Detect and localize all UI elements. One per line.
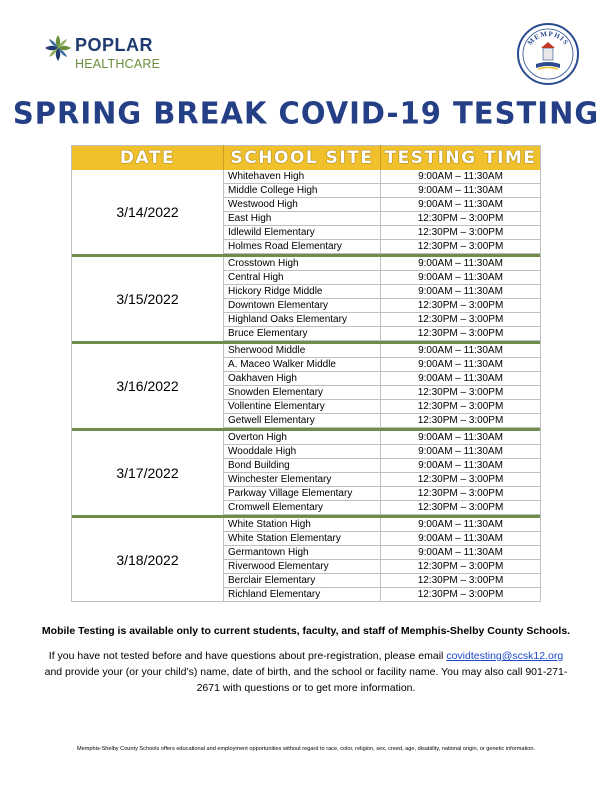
testing-time-cell: 9:00AM – 11:30AM xyxy=(381,532,541,546)
testing-time-cell: 9:00AM – 11:30AM xyxy=(381,459,541,473)
date-cell: 3/15/2022 xyxy=(72,257,224,341)
testing-time-cell: 12:30PM – 3:00PM xyxy=(381,212,541,226)
table-row xyxy=(72,431,541,445)
school-site-cell: Middle College High xyxy=(224,184,381,198)
poplar-leaf-icon xyxy=(44,34,72,62)
school-site-cell: White Station Elementary xyxy=(224,532,381,546)
testing-time-cell: 12:30PM – 3:00PM xyxy=(381,560,541,574)
testing-time-cell: 12:30PM – 3:00PM xyxy=(381,313,541,327)
info-text-after: and provide your (or your child’s) name, date of birth, and the school or facility name. You may also call 901-271-2671 with questions or to get more information. xyxy=(44,666,568,694)
table-header-row xyxy=(72,146,541,171)
school-site-cell: Riverwood Elementary xyxy=(224,560,381,574)
table-row xyxy=(72,344,541,358)
page-title: SPRING BREAK COVID-19 TESTING xyxy=(12,95,600,131)
testing-time-cell: 12:30PM – 3:00PM xyxy=(381,400,541,414)
testing-time-cell: 12:30PM – 3:00PM xyxy=(381,487,541,501)
school-site-cell: Getwell Elementary xyxy=(224,414,381,428)
testing-time-cell: 9:00AM – 11:30AM xyxy=(381,372,541,386)
testing-time-cell: 9:00AM – 11:30AM xyxy=(381,271,541,285)
nondiscrimination-footer: Memphis-Shelby County Schools offers educational and employment opportunities without regard to race, color, religion, sex, creed, age, disability, national origin, or genetic information. xyxy=(76,746,536,752)
table-row xyxy=(72,518,541,532)
testing-time-cell: 9:00AM – 11:30AM xyxy=(381,257,541,271)
testing-time-cell: 9:00AM – 11:30AM xyxy=(381,358,541,372)
school-site-cell: Parkway Village Elementary xyxy=(224,487,381,501)
seal-text: MEMPHIS xyxy=(525,29,571,47)
mobile-testing-notice: Mobile Testing is available only to current students, faculty, and staff of Memphis-Shelby County Schools. xyxy=(41,625,571,637)
date-cell: 3/14/2022 xyxy=(72,170,224,254)
school-site-cell: Crosstown High xyxy=(224,257,381,271)
testing-time-cell: 9:00AM – 11:30AM xyxy=(381,170,541,184)
school-site-cell: Westwood High xyxy=(224,198,381,212)
school-site-cell: Germantown High xyxy=(224,546,381,560)
logo-name: POPLAR xyxy=(75,35,154,55)
memphis-school-seal xyxy=(516,22,580,86)
school-site-cell: Vollentine Elementary xyxy=(224,400,381,414)
testing-time-cell: 9:00AM – 11:30AM xyxy=(381,445,541,459)
school-site-cell: Cromwell Elementary xyxy=(224,501,381,515)
header-date: DATE xyxy=(72,146,224,171)
testing-time-cell: 12:30PM – 3:00PM xyxy=(381,473,541,487)
testing-time-cell: 12:30PM – 3:00PM xyxy=(381,574,541,588)
testing-time-cell: 9:00AM – 11:30AM xyxy=(381,518,541,532)
school-site-cell: Downtown Elementary xyxy=(224,299,381,313)
info-text-before: If you have not tested before and have questions about pre-registration, please email xyxy=(48,650,447,662)
header-school-site: SCHOOL SITE xyxy=(224,146,381,171)
school-site-cell: Overton High xyxy=(224,431,381,445)
school-site-cell: Bruce Elementary xyxy=(224,327,381,341)
testing-time-cell: 9:00AM – 11:30AM xyxy=(381,198,541,212)
testing-time-cell: 9:00AM – 11:30AM xyxy=(381,431,541,445)
school-site-cell: Wooddale High xyxy=(224,445,381,459)
school-site-cell: Berclair Elementary xyxy=(224,574,381,588)
school-site-cell: Highland Oaks Elementary xyxy=(224,313,381,327)
poplar-healthcare-logo xyxy=(44,34,164,71)
testing-time-cell: 12:30PM – 3:00PM xyxy=(381,327,541,341)
testing-time-cell: 12:30PM – 3:00PM xyxy=(381,414,541,428)
table-body xyxy=(72,170,541,602)
school-site-cell: East High xyxy=(224,212,381,226)
school-site-cell: White Station High xyxy=(224,518,381,532)
school-site-cell: A. Maceo Walker Middle xyxy=(224,358,381,372)
testing-time-cell: 12:30PM – 3:00PM xyxy=(381,299,541,313)
date-cell: 3/18/2022 xyxy=(72,518,224,602)
testing-time-cell: 12:30PM – 3:00PM xyxy=(381,226,541,240)
date-cell: 3/17/2022 xyxy=(72,431,224,515)
header-testing-time: TESTING TIME xyxy=(381,146,541,171)
testing-time-cell: 12:30PM – 3:00PM xyxy=(381,588,541,602)
testing-time-cell: 12:30PM – 3:00PM xyxy=(381,501,541,515)
school-site-cell: Winchester Elementary xyxy=(224,473,381,487)
school-site-cell: Idlewild Elementary xyxy=(224,226,381,240)
school-site-cell: Oakhaven High xyxy=(224,372,381,386)
date-cell: 3/16/2022 xyxy=(72,344,224,428)
school-site-cell: Hickory Ridge Middle xyxy=(224,285,381,299)
testing-time-cell: 9:00AM – 11:30AM xyxy=(381,184,541,198)
school-site-cell: Snowden Elementary xyxy=(224,386,381,400)
testing-time-cell: 12:30PM – 3:00PM xyxy=(381,240,541,254)
testing-time-cell: 9:00AM – 11:30AM xyxy=(381,344,541,358)
school-site-cell: Central High xyxy=(224,271,381,285)
testing-time-cell: 9:00AM – 11:30AM xyxy=(381,285,541,299)
testing-time-cell: 12:30PM – 3:00PM xyxy=(381,386,541,400)
school-site-cell: Sherwood Middle xyxy=(224,344,381,358)
table-row xyxy=(72,170,541,184)
pre-registration-info xyxy=(40,648,572,696)
testing-schedule-table xyxy=(71,145,541,602)
school-site-cell: Richland Elementary xyxy=(224,588,381,602)
school-site-cell: Bond Building xyxy=(224,459,381,473)
school-site-cell: Whitehaven High xyxy=(224,170,381,184)
school-site-cell: Holmes Road Elementary xyxy=(224,240,381,254)
table-row xyxy=(72,257,541,271)
logo-subtitle: HEALTHCARE xyxy=(75,57,161,71)
testing-time-cell: 9:00AM – 11:30AM xyxy=(381,546,541,560)
email-link[interactable]: covidtesting@scsk12.org xyxy=(446,650,564,662)
